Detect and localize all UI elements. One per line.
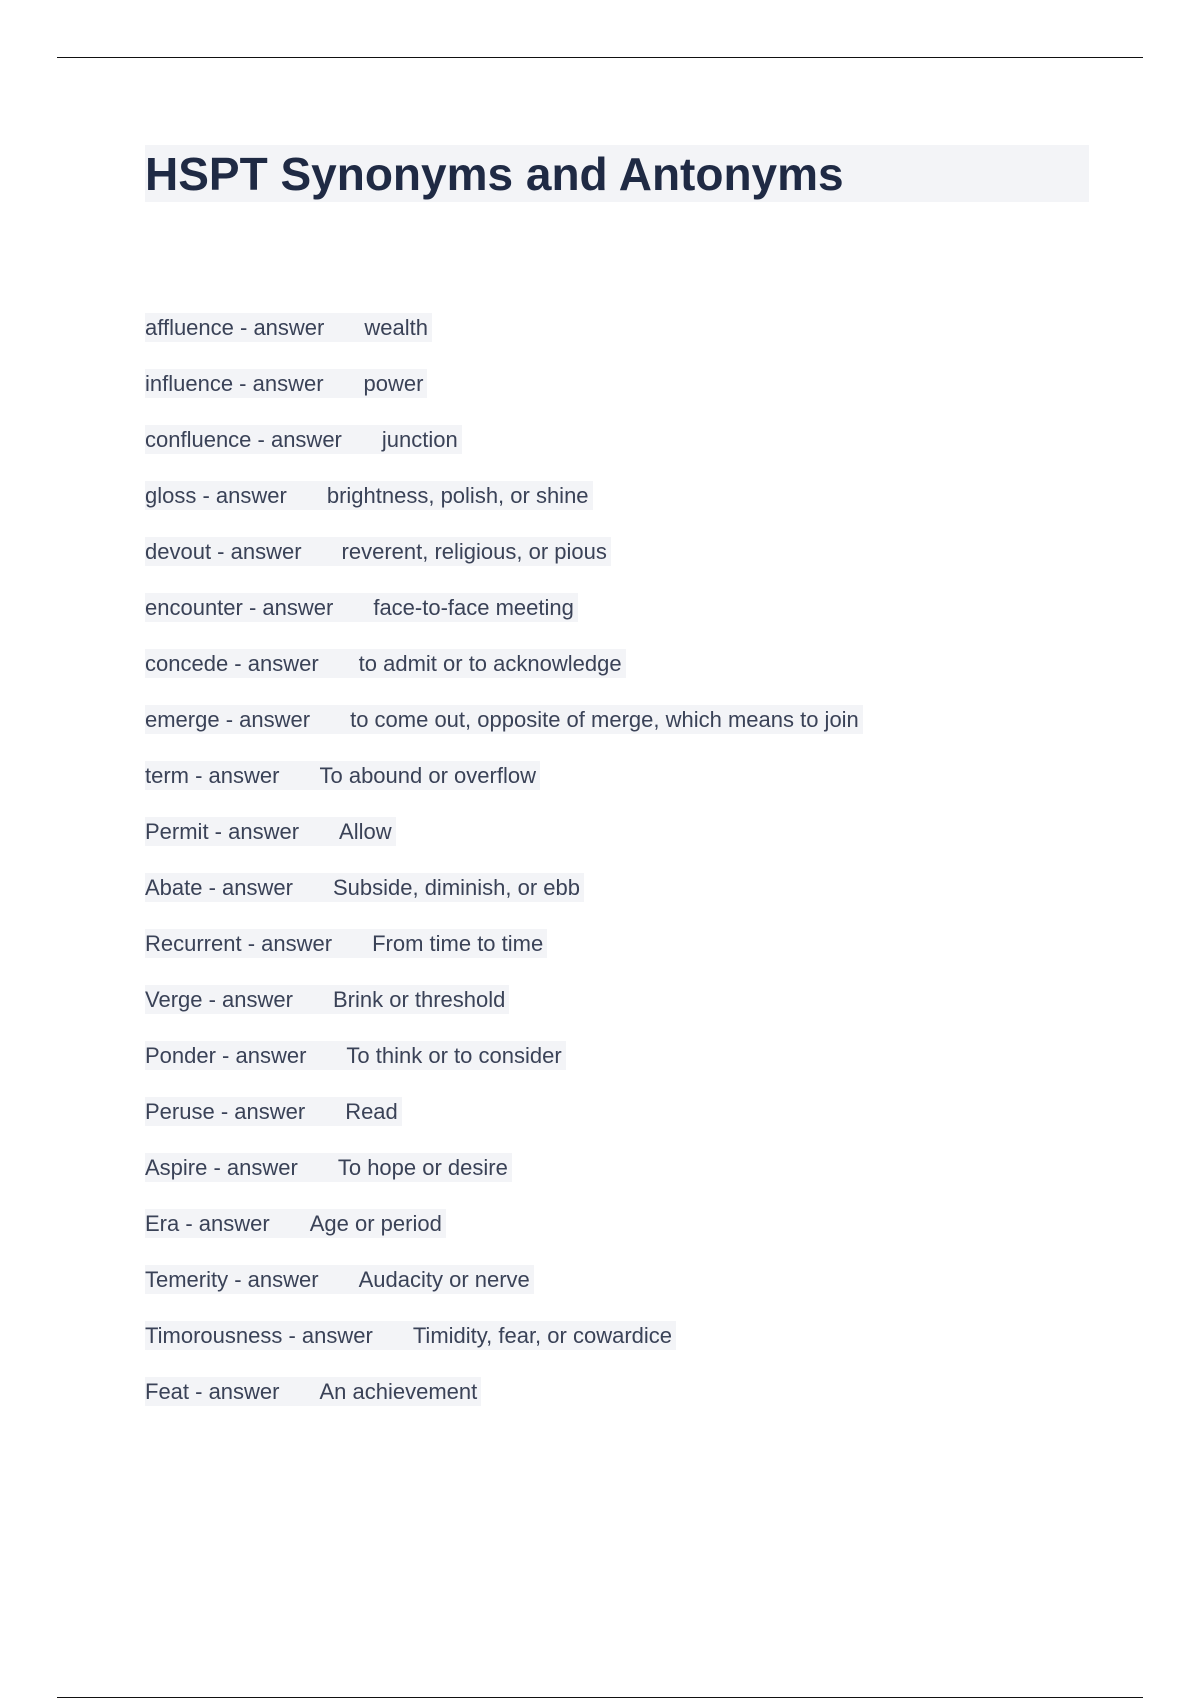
entry-definition: Audacity or nerve xyxy=(358,1267,530,1292)
list-item xyxy=(145,761,1145,817)
entry-term: Recurrent - answer xyxy=(145,931,333,956)
list-item xyxy=(145,1209,1145,1265)
entry-term: Permit - answer xyxy=(145,819,300,844)
list-item xyxy=(145,481,1145,537)
entry-term: confluence - answer xyxy=(145,427,342,452)
entry-definition: to admit or to acknowledge xyxy=(358,651,622,676)
list-item xyxy=(145,873,1145,929)
entry-definition: Timidity, fear, or cowardice xyxy=(412,1323,672,1348)
list-item xyxy=(145,1321,1145,1377)
entry-definition: brightness, polish, or shine xyxy=(326,483,589,508)
flashcard-list xyxy=(145,313,1145,1433)
page-title: HSPT Synonyms and Antonyms xyxy=(145,148,844,200)
entry-term: Peruse - answer xyxy=(145,1099,306,1124)
entry-definition: To abound or overflow xyxy=(319,763,536,788)
entry-term: Ponder - answer xyxy=(145,1043,307,1068)
list-item xyxy=(145,817,1145,873)
entry-definition: To think or to consider xyxy=(346,1043,562,1068)
entry-term: concede - answer xyxy=(145,651,319,676)
list-item xyxy=(145,929,1145,985)
entry-term: influence - answer xyxy=(145,371,324,396)
bottom-rule xyxy=(57,1697,1143,1698)
entry-term: emerge - answer xyxy=(145,707,311,732)
entry-definition: junction xyxy=(381,427,458,452)
entry-term: gloss - answer xyxy=(145,483,287,508)
list-item xyxy=(145,1153,1145,1209)
entry-term: encounter - answer xyxy=(145,595,334,620)
list-item xyxy=(145,1377,1145,1433)
list-item xyxy=(145,593,1145,649)
entry-term: Abate - answer xyxy=(145,875,293,900)
list-item xyxy=(145,537,1145,593)
entry-definition: to come out, opposite of merge, which means to join xyxy=(350,707,859,732)
entry-definition: Allow xyxy=(339,819,392,844)
entry-definition: Read xyxy=(345,1099,398,1124)
list-item xyxy=(145,1041,1145,1097)
entry-definition: Subside, diminish, or ebb xyxy=(332,875,580,900)
entry-definition: To hope or desire xyxy=(337,1155,508,1180)
list-item xyxy=(145,1265,1145,1321)
entry-term: Feat - answer xyxy=(145,1379,280,1404)
entry-definition: face-to-face meeting xyxy=(373,595,574,620)
entry-definition: Brink or threshold xyxy=(332,987,506,1012)
entry-definition: An achievement xyxy=(319,1379,478,1404)
entry-definition: wealth xyxy=(364,315,428,340)
list-item xyxy=(145,425,1145,481)
list-item xyxy=(145,369,1145,425)
list-item xyxy=(145,705,1145,761)
list-item xyxy=(145,985,1145,1041)
entry-definition: From time to time xyxy=(372,931,544,956)
entry-term: affluence - answer xyxy=(145,315,325,340)
entry-term: Timorousness - answer xyxy=(145,1323,373,1348)
list-item xyxy=(145,1097,1145,1153)
top-rule xyxy=(57,57,1143,58)
title-block xyxy=(145,145,1089,202)
entry-term: term - answer xyxy=(145,763,280,788)
list-item xyxy=(145,649,1145,705)
list-item xyxy=(145,313,1145,369)
entry-definition: Age or period xyxy=(309,1211,442,1236)
entry-term: devout - answer xyxy=(145,539,302,564)
entry-term: Verge - answer xyxy=(145,987,293,1012)
entry-definition: reverent, religious, or pious xyxy=(341,539,607,564)
entry-term: Aspire - answer xyxy=(145,1155,298,1180)
entry-term: Temerity - answer xyxy=(145,1267,319,1292)
entry-term: Era - answer xyxy=(145,1211,270,1236)
entry-definition: power xyxy=(363,371,424,396)
